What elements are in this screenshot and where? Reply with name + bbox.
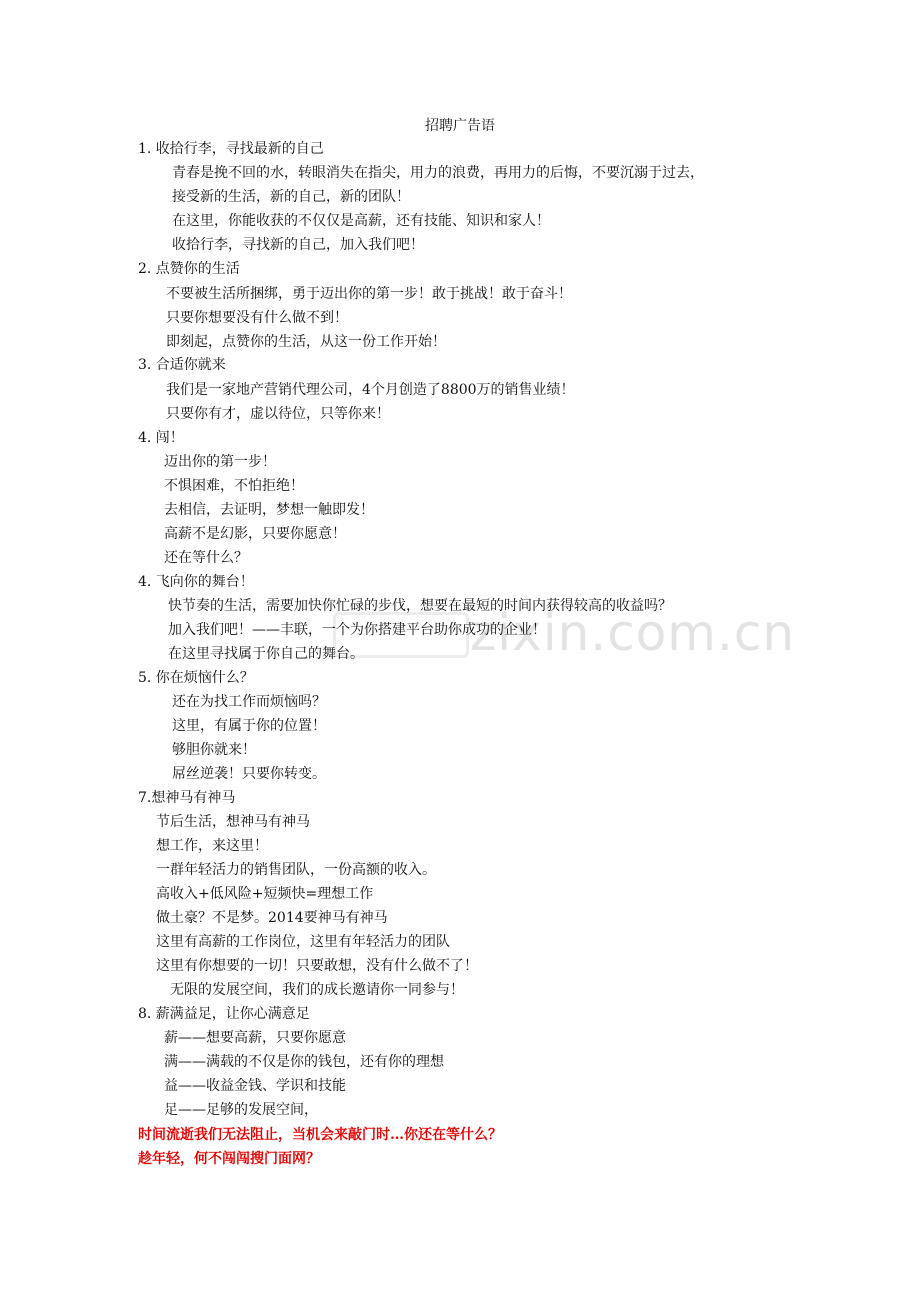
- section-8-line-1: 薪——想要高薪，只要你愿意: [164, 1030, 346, 1046]
- section-8-heading: 8. 薪满益足，让你心满意足: [138, 1006, 310, 1022]
- section-8-line-3: 益——收益金钱、学识和技能: [164, 1078, 346, 1094]
- closing-line-2: 趁年轻，何不闯闯搜门面网？: [138, 1151, 320, 1167]
- section-1-line-2: 接受新的生活，新的自己，新的团队！: [172, 189, 410, 205]
- section-1-line-1: 青春是挽不回的水，转眼消失在指尖，用力的浪费，再用力的后悔，不要沉溺于过去，: [172, 165, 704, 181]
- section-8-line-2: 满——满载的不仅是你的钱包，还有你的理想: [164, 1054, 444, 1070]
- section-1-line-4: 收拾行李，寻找新的自己，加入我们吧！: [172, 237, 424, 253]
- section-7-line-1: 节后生活，想神马有神马: [156, 814, 310, 830]
- section-7-line-6: 这里有高薪的工作岗位，这里有年轻活力的团队: [156, 934, 450, 950]
- watermark-text: zixin.com.cn: [470, 604, 796, 662]
- section-4-heading: 4. 闯！: [138, 430, 184, 446]
- section-7-heading: 7.想神马有神马: [138, 790, 236, 806]
- document-title: 招聘广告语: [425, 118, 495, 134]
- section-6-line-4: 屌丝逆袭！只要你转变。: [172, 766, 326, 782]
- section-2-line-3: 即刻起，点赞你的生活，从这一份工作开始！: [166, 334, 446, 350]
- section-7-line-8: 无限的发展空间，我们的成长邀请你一同参与！: [170, 982, 464, 998]
- section-5-line-3: 在这里寻找属于你自己的舞台。: [168, 646, 364, 662]
- section-1-heading: 1. 收拾行李，寻找最新的自己: [138, 141, 324, 157]
- section-4-line-2: 不惧困难，不怕拒绝！: [164, 478, 304, 494]
- section-8-line-4: 足——足够的发展空间，: [164, 1102, 318, 1118]
- section-5-heading: 4. 飞向你的舞台！: [138, 574, 254, 590]
- section-7-line-3: 一群年轻活力的销售团队，一份高额的收入。: [156, 862, 436, 878]
- section-4-line-4: 高薪不是幻影，只要你愿意！: [164, 526, 346, 542]
- section-5-line-2: 加入我们吧！——丰联，一个为你搭建平台助你成功的企业！: [168, 622, 546, 638]
- closing-line-1: 时间流逝我们无法阻止，当机会来敲门时…你还在等什么？: [138, 1127, 502, 1143]
- section-7-line-5: 做土豪？不是梦。2014要神马有神马: [156, 910, 388, 926]
- section-2-heading: 2. 点赞你的生活: [138, 261, 240, 277]
- section-6-heading: 5. 你在烦恼什么？: [138, 670, 254, 686]
- section-6-line-1: 还在为找工作而烦恼吗？: [172, 694, 326, 710]
- section-7-line-4: 高收入+低风险+短频快=理想工作: [156, 886, 374, 902]
- section-4-line-1: 迈出你的第一步！: [164, 454, 276, 470]
- section-6-line-2: 这里，有属于你的位置！: [172, 718, 326, 734]
- section-3-line-2: 只要你有才，虚以待位，只等你来！: [166, 406, 390, 422]
- section-2-line-2: 只要你想要没有什么做不到！: [166, 310, 348, 326]
- section-5-line-1: 快节奏的生活，需要加快你忙碌的步伐，想要在最短的时间内获得较高的收益吗？: [168, 598, 672, 614]
- section-3-heading: 3. 合适你就来: [138, 357, 226, 373]
- section-7-line-7: 这里有你想要的一切！只要敢想，没有什么做不了！: [156, 958, 478, 974]
- section-4-line-3: 去相信，去证明，梦想一触即发！: [164, 502, 374, 518]
- section-2-line-1: 不要被生活所捆绑，勇于迈出你的第一步！敢于挑战！敢于奋斗！: [166, 286, 572, 302]
- section-7-line-2: 想工作，来这里！: [156, 838, 268, 854]
- section-6-line-3: 够胆你就来！: [172, 742, 256, 758]
- section-3-line-1: 我们是一家地产营销代理公司，4个月创造了8800万的销售业绩！: [166, 382, 575, 398]
- section-4-line-5: 还在等什么？: [164, 550, 248, 566]
- section-1-line-3: 在这里，你能收获的不仅仅是高薪，还有技能、知识和家人！: [172, 213, 550, 229]
